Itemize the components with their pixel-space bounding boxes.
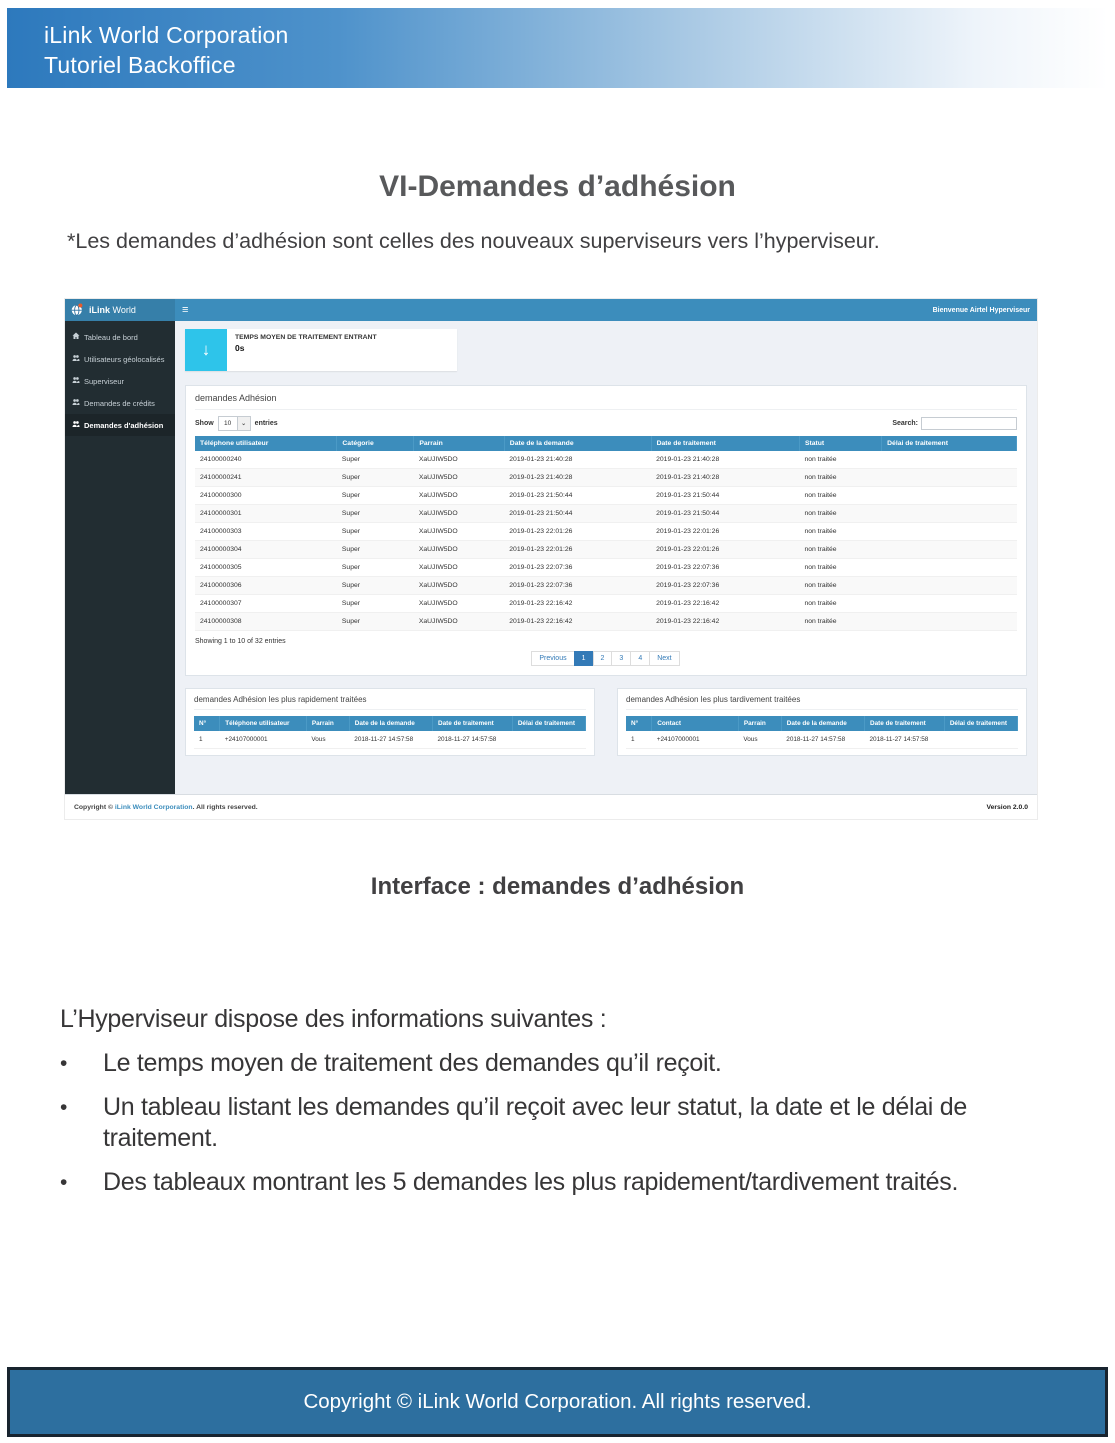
sidebar-item-label: Utilisateurs géolocalisés: [84, 354, 165, 364]
entries-label: entries: [254, 420, 278, 427]
document-header-banner: [7, 8, 1108, 88]
table-cell: Super: [337, 541, 414, 559]
sidebar-item-demandes-de-credits[interactable]: [65, 392, 175, 414]
list-item: [60, 1167, 1070, 1198]
stat-value: 0s: [235, 343, 245, 353]
table-cell: Super: [337, 595, 414, 613]
table-cell: 2019-01-23 22:07:36: [651, 559, 799, 577]
table-cell: +24107000001: [220, 731, 307, 749]
app-header: [65, 299, 1037, 321]
table-cell: 24100000304: [195, 541, 337, 559]
table-cell: 2019-01-23 22:16:42: [651, 595, 799, 613]
table-cell: XaUJIW5DO: [414, 559, 504, 577]
table-cell: Vous: [738, 731, 781, 749]
info-heading: L’Hyperviseur dispose des informations suivantes :: [60, 1005, 607, 1033]
stat-card-temps-moyen: [185, 329, 457, 371]
table-cell: 2019-01-23 22:07:36: [504, 559, 651, 577]
table-cell: Super: [337, 487, 414, 505]
table-cell: 24100000301: [195, 505, 337, 523]
bullet-icon: •: [60, 1052, 68, 1075]
table-cell: [882, 595, 1017, 613]
table-cell: Vous: [306, 731, 349, 749]
table-cell: 24100000308: [195, 613, 337, 631]
table-cell: 2019-01-23 21:40:28: [651, 451, 799, 469]
intro-note: *Les demandes d’adhésion sont celles des nouveaux superviseurs vers l’hyperviseur.: [67, 229, 880, 253]
app-brand-text: iLink World: [89, 305, 136, 315]
bullet-icon: •: [60, 1171, 68, 1194]
table-cell: 2019-01-23 22:07:36: [651, 577, 799, 595]
pagination-next[interactable]: Next: [649, 651, 679, 666]
table-cell: [882, 541, 1017, 559]
backoffice-screenshot: [65, 299, 1037, 819]
table-cell: 2019-01-23 22:16:42: [651, 613, 799, 631]
column-header: Délai de traitement: [512, 716, 585, 731]
table-cell: [882, 451, 1017, 469]
list-item: [60, 1048, 1070, 1079]
bullet-icon: •: [60, 1096, 68, 1119]
table-cell: 24100000303: [195, 523, 337, 541]
table-cell: Super: [337, 523, 414, 541]
table-cell: Super: [337, 505, 414, 523]
table-cell: [944, 731, 1017, 749]
table-cell: [882, 613, 1017, 631]
column-header: Parrain: [414, 436, 504, 451]
fastest-table: [194, 716, 586, 749]
list-item-text: Un tableau listant les demandes qu’il reçoit avec leur statut, la date et le délai de traitement.: [103, 1093, 967, 1152]
table-cell: 1: [626, 731, 652, 749]
page-size-value: 10: [224, 420, 232, 427]
list-item-text: Le temps moyen de traitement des demandes qu’il reçoit.: [103, 1049, 722, 1077]
list-item-text: Des tableaux montrant les 5 demandes les plus rapidement/tardivement traités.: [103, 1168, 959, 1196]
slowest-panel: [617, 688, 1027, 756]
table-cell: non traitée: [799, 487, 881, 505]
table-cell: XaUJIW5DO: [414, 595, 504, 613]
table-cell: [512, 731, 585, 749]
table-body: [195, 451, 1017, 631]
table-cell: non traitée: [799, 469, 881, 487]
sidebar-item-superviseur[interactable]: [65, 370, 175, 392]
users-icon: [72, 420, 80, 430]
column-header: N°: [194, 716, 220, 731]
pagination-page-3[interactable]: 3: [611, 651, 631, 666]
table-cell: non traitée: [799, 523, 881, 541]
pagination-previous[interactable]: Previous: [531, 651, 574, 666]
table-cell: XaUJIW5DO: [414, 523, 504, 541]
info-block: [60, 1004, 1070, 1211]
table-cell: Super: [337, 469, 414, 487]
table-row: [195, 469, 1017, 487]
demandes-adhesion-panel: [185, 385, 1027, 676]
pagination: [195, 651, 1017, 666]
slowest-panel-title: demandes Adhésion les plus tardivement traitées: [626, 695, 1018, 710]
app-topbar: [175, 299, 1037, 321]
table-cell: 2018-11-27 14:57:58: [432, 731, 512, 749]
table-cell: 2019-01-23 22:01:26: [651, 541, 799, 559]
table-cell: 2019-01-23 22:16:42: [504, 613, 651, 631]
table-cell: non traitée: [799, 613, 881, 631]
table-cell: 2019-01-23 21:40:28: [651, 469, 799, 487]
table-cell: XaUJIW5DO: [414, 469, 504, 487]
table-row: [626, 731, 1018, 749]
table-row: [195, 505, 1017, 523]
table-cell: 2019-01-23 21:50:44: [504, 487, 651, 505]
table-row: [195, 613, 1017, 631]
table-cell: +24107000001: [652, 731, 739, 749]
table-cell: 2019-01-23 22:16:42: [504, 595, 651, 613]
table-header-row: [626, 716, 1018, 731]
column-header: N°: [626, 716, 652, 731]
info-list: [60, 1048, 1070, 1198]
column-header: Parrain: [306, 716, 349, 731]
dashboard-icon: [72, 332, 80, 342]
pagination-page-2[interactable]: 2: [593, 651, 613, 666]
table-cell: 2019-01-23 21:40:28: [504, 451, 651, 469]
table-cell: non traitée: [799, 595, 881, 613]
table-cell: 2019-01-23 22:01:26: [504, 523, 651, 541]
document-footer-text: Copyright © iLink World Corporation. All rights reserved.: [303, 1390, 812, 1413]
column-header: Date de traitement: [864, 716, 944, 731]
table-cell: non traitée: [799, 577, 881, 595]
table-cell: non traitée: [799, 451, 881, 469]
table-cell: 2018-11-27 14:57:58: [781, 731, 864, 749]
table-cell: 2019-01-23 21:50:44: [504, 505, 651, 523]
table-row: [195, 595, 1017, 613]
table-cell: [882, 559, 1017, 577]
table-cell: 2019-01-23 22:01:26: [504, 541, 651, 559]
footer-brand-link[interactable]: iLink World Corporation: [114, 803, 193, 811]
table-cell: Super: [337, 559, 414, 577]
column-header: Délai de traitement: [882, 436, 1017, 451]
table-header-row: [195, 436, 1017, 451]
table-cell: 2019-01-23 22:01:26: [651, 523, 799, 541]
users-icon: [72, 354, 80, 364]
pagination-page-1[interactable]: 1: [574, 651, 594, 666]
figure-caption: Interface : demandes d’adhésion: [370, 873, 745, 900]
table-cell: 2019-01-23 21:50:44: [651, 487, 799, 505]
sidebar-item-label: Tableau de bord: [84, 332, 138, 342]
table-cell: 24100000300: [195, 487, 337, 505]
table-cell: XaUJIW5DO: [414, 487, 504, 505]
table-cell: [882, 505, 1017, 523]
fastest-panel-title: demandes Adhésion les plus rapidement traitées: [194, 695, 586, 710]
table-row: [195, 541, 1017, 559]
column-header: Délai de traitement: [944, 716, 1017, 731]
table-cell: [882, 577, 1017, 595]
slowest-table: [626, 716, 1018, 749]
table-row: [195, 451, 1017, 469]
table-controls: [195, 416, 1017, 431]
column-header: Contact: [652, 716, 739, 731]
table-cell: non traitée: [799, 541, 881, 559]
table-row: [195, 577, 1017, 595]
table-cell: 2019-01-23 21:50:44: [651, 505, 799, 523]
section-title: VI-Demandes d’adhésion: [379, 170, 736, 203]
column-header: Catégorie: [337, 436, 414, 451]
app-logo[interactable]: [65, 299, 175, 321]
table-cell: 1: [194, 731, 220, 749]
table-cell: XaUJIW5DO: [414, 451, 504, 469]
app-content: [175, 321, 1037, 794]
demandes-table: [195, 436, 1017, 631]
table-cell: [882, 523, 1017, 541]
table-cell: Super: [337, 613, 414, 631]
table-row: [194, 731, 586, 749]
column-header: Date de la demande: [504, 436, 651, 451]
table-cell: 2018-11-27 14:57:58: [349, 731, 432, 749]
table-cell: 24100000305: [195, 559, 337, 577]
column-header: Statut: [799, 436, 881, 451]
column-header: Date de traitement: [432, 716, 512, 731]
table-cell: non traitée: [799, 505, 881, 523]
table-row: [195, 487, 1017, 505]
table-row: [195, 523, 1017, 541]
table-header-row: [194, 716, 586, 731]
column-header: Téléphone utilisateur: [220, 716, 307, 731]
users-icon: [72, 376, 80, 386]
table-summary: Showing 1 to 10 of 32 entries: [195, 638, 286, 645]
table-row: [195, 559, 1017, 577]
column-header: Date de la demande: [349, 716, 432, 731]
table-cell: XaUJIW5DO: [414, 577, 504, 595]
users-icon: [72, 398, 80, 408]
table-body: [626, 731, 1018, 749]
table-cell: 24100000240: [195, 451, 337, 469]
page-size-select[interactable]: [218, 416, 251, 431]
fastest-panel: [185, 688, 595, 756]
search-input[interactable]: [921, 417, 1017, 430]
sidebar-item-label: Demandes d'adhésion: [84, 420, 164, 430]
bottom-panels: [185, 688, 1027, 756]
app-sidebar: [65, 321, 175, 794]
document-footer: [7, 1367, 1108, 1437]
banner-line1: iLink World Corporation: [44, 22, 289, 48]
app-version: Version 2.0.0: [986, 803, 1028, 811]
panel-title: demandes Adhésion: [195, 393, 1017, 410]
table-cell: 2019-01-23 21:40:28: [504, 469, 651, 487]
sidebar-item-tableau-de-bord[interactable]: [65, 326, 175, 348]
pagination-page-4[interactable]: 4: [630, 651, 650, 666]
menu-toggle-icon[interactable]: ≡: [182, 303, 189, 316]
table-cell: 24100000306: [195, 577, 337, 595]
table-cell: [882, 487, 1017, 505]
table-cell: Super: [337, 577, 414, 595]
table-cell: [882, 469, 1017, 487]
sidebar-item-label: Superviseur: [84, 376, 125, 386]
sidebar-item-utilisateurs-geolocalises[interactable]: [65, 348, 175, 370]
column-header: Parrain: [738, 716, 781, 731]
table-cell: XaUJIW5DO: [414, 505, 504, 523]
list-item: [60, 1092, 1070, 1154]
table-cell: Super: [337, 451, 414, 469]
table-cell: 24100000241: [195, 469, 337, 487]
app-footer: [65, 794, 1037, 819]
table-body: [194, 731, 586, 749]
arrow-down-icon: ↓: [185, 329, 227, 371]
sidebar-item-demandes-adhesion[interactable]: [65, 414, 175, 436]
app-copyright: Copyright © iLink World Corporation. All rights reserved.: [74, 803, 258, 811]
stat-label: TEMPS MOYEN DE TRAITEMENT ENTRANT: [235, 334, 377, 341]
column-header: Téléphone utilisateur: [195, 436, 337, 451]
table-cell: 24100000307: [195, 595, 337, 613]
table-cell: 2019-01-23 22:07:36: [504, 577, 651, 595]
banner-line2: Tutoriel Backoffice: [44, 52, 236, 78]
show-label: Show: [195, 420, 214, 427]
app-body: [65, 321, 1037, 794]
welcome-text: Bienvenue Airtel Hyperviseur: [932, 306, 1030, 314]
chevron-down-icon: ⌄: [237, 417, 250, 430]
globe-logo-icon: [71, 303, 84, 318]
column-header: Date de la demande: [781, 716, 864, 731]
search-label: Search:: [892, 420, 918, 427]
column-header: Date de traitement: [651, 436, 799, 451]
table-cell: XaUJIW5DO: [414, 613, 504, 631]
sidebar-item-label: Demandes de crédits: [84, 398, 155, 408]
table-cell: 2018-11-27 14:57:58: [864, 731, 944, 749]
table-cell: non traitée: [799, 559, 881, 577]
table-cell: XaUJIW5DO: [414, 541, 504, 559]
